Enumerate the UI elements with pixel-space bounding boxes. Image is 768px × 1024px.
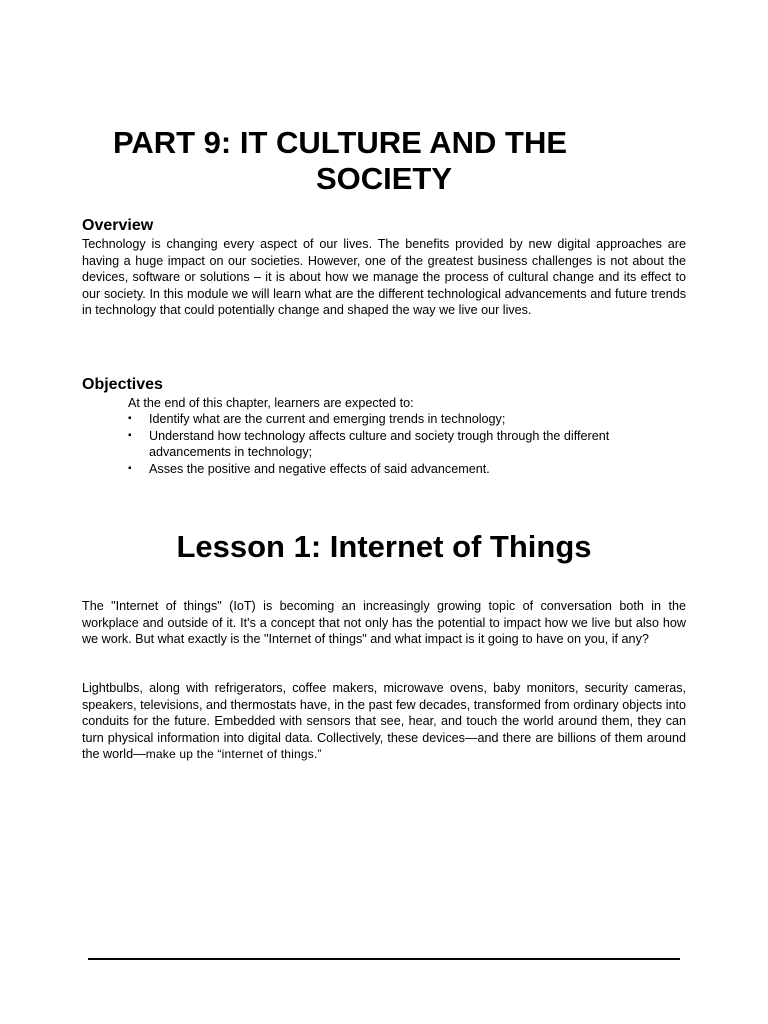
bullet-icon: ▪ xyxy=(128,462,132,474)
part-title-line-2: SOCIETY xyxy=(315,161,453,196)
objectives-heading: Objectives xyxy=(82,376,163,393)
footer-divider xyxy=(88,958,680,960)
objectives-list xyxy=(128,411,686,477)
objective-item xyxy=(128,428,686,461)
bullet-icon: ▪ xyxy=(128,429,132,441)
lesson-title: Lesson 1: Internet of Things xyxy=(176,529,592,564)
objective-text: Identify what are the current and emerging trends in technology; xyxy=(149,412,506,426)
lesson-paragraph-2 xyxy=(82,680,686,763)
overview-paragraph: Technology is changing every aspect of our lives. The benefits provided by new digital approaches are having a huge impact on our societies. However, one of the greatest business challenges is not about the devices, software or solutions – it is about how we manage the process of cultural change and its effect to our society. In this module we will learn what are the different technological advancements and future trends in technology that could potentially change and shaped the way we live our lives. xyxy=(82,237,686,317)
part-title xyxy=(82,125,686,197)
lesson-paragraph-1: The "Internet of things" (IoT) is becoming an increasingly growing topic of conversation both in the workplace and outside of it. It's a concept that not only has the potential to impact how we live but also how we work. But what exactly is the "Internet of things" and what impact is it going to have on you, if any? xyxy=(82,599,686,646)
overview-heading: Overview xyxy=(82,217,154,234)
lesson-paragraph-2-tail: make up the “internet of things.” xyxy=(145,747,322,761)
lesson-paragraph-2-main: Lightbulbs, along with refrigerators, coffee makers, microwave ovens, baby monitors, security cameras, speakers, televisions, and thermostats have, in the past few decades, transformed from ordinary objects into conduits for the future. Embedded with sensors that see, hear, and touch the world around them, they can turn physical information into digital data. Collectively, these devices—and there are billions of them around the world— xyxy=(82,681,686,761)
part-title-line-1: PART 9: IT CULTURE AND THE xyxy=(112,125,568,160)
objective-item xyxy=(128,461,686,478)
objective-text: Understand how technology affects culture and society trough through the different advancements in technology; xyxy=(149,428,610,459)
objectives-intro: At the end of this chapter, learners are expected to: xyxy=(128,396,414,410)
objective-item xyxy=(128,411,686,428)
objective-text: Asses the positive and negative effects of said advancement. xyxy=(149,461,490,476)
bullet-icon: ▪ xyxy=(128,413,132,424)
